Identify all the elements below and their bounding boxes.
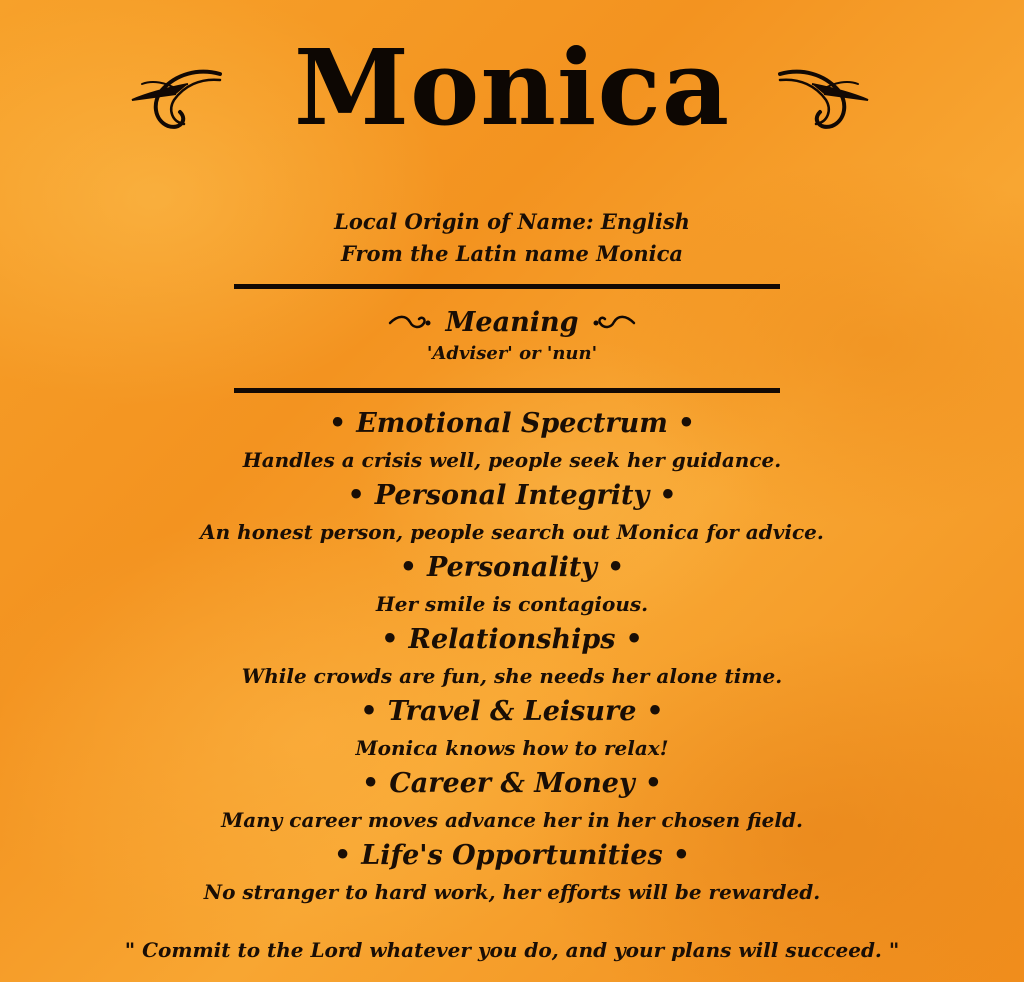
origin-source-line: From the Latin name Monica: [340, 241, 684, 266]
trait-heading: [0, 834, 1024, 878]
flourish-ornament-icon: [776, 60, 872, 140]
trait-heading-text: Personality: [427, 552, 597, 583]
trait-heading-text: Travel & Leisure: [387, 696, 637, 727]
bullet-icon: •: [607, 552, 625, 583]
bullet-icon: •: [644, 768, 662, 799]
name-title-text: Monica: [293, 26, 731, 149]
meaning-text: 'Adviser' or 'nun': [426, 343, 598, 364]
scripture-quote: " Commit to the Lord whatever you do, and your plans will succeed. ": [124, 938, 900, 962]
trait-heading-text: Life's Opportunities: [361, 840, 663, 871]
trait-description: Handles a crisis well, people seek her guidance.: [242, 448, 782, 472]
trait-heading-text: Relationships: [408, 624, 616, 655]
bullet-icon: •: [677, 408, 696, 439]
trait-description: No stranger to hard work, her efforts will be rewarded.: [203, 880, 821, 904]
bullet-icon: •: [646, 696, 664, 727]
bullet-icon: •: [360, 696, 378, 727]
trait-description: While crowds are fun, she needs her alone time.: [241, 664, 783, 688]
bullet-icon: •: [625, 624, 643, 655]
origin-line: Local Origin of Name: English: [334, 209, 690, 234]
trait-heading: [0, 474, 1024, 518]
trait-heading: [0, 690, 1024, 734]
trait-heading-text: Emotional Spectrum: [356, 408, 668, 439]
trait-heading: [0, 546, 1024, 590]
trait-description: Her smile is contagious.: [375, 592, 649, 616]
trait-heading-text: Personal Integrity: [374, 480, 650, 511]
bullet-icon: •: [328, 408, 347, 439]
trait-heading: [0, 762, 1024, 806]
bullet-icon: •: [333, 840, 352, 871]
bullet-icon: •: [347, 480, 365, 511]
origin-block: [0, 206, 1024, 270]
bullet-icon: •: [362, 768, 380, 799]
trait-heading: [0, 402, 1024, 446]
swirl-ornament-icon: [592, 311, 636, 333]
divider-rule: [234, 388, 780, 393]
traits-list: [0, 402, 1024, 906]
swirl-ornament-icon: [388, 311, 432, 333]
trait-description: Many career moves advance her in her chosen field.: [221, 808, 803, 832]
trait-description: An honest person, people search out Monica for advice.: [200, 520, 824, 544]
bullet-icon: •: [399, 552, 417, 583]
trait-heading: [0, 618, 1024, 662]
bullet-icon: •: [381, 624, 399, 655]
meaning-label: Meaning: [445, 306, 579, 338]
trait-description: Monica knows how to relax!: [355, 736, 669, 760]
bullet-icon: •: [672, 840, 691, 871]
meaning-heading: [0, 302, 1024, 342]
bullet-icon: •: [659, 480, 677, 511]
trait-heading-text: Career & Money: [389, 768, 635, 799]
divider-rule: [234, 284, 780, 289]
